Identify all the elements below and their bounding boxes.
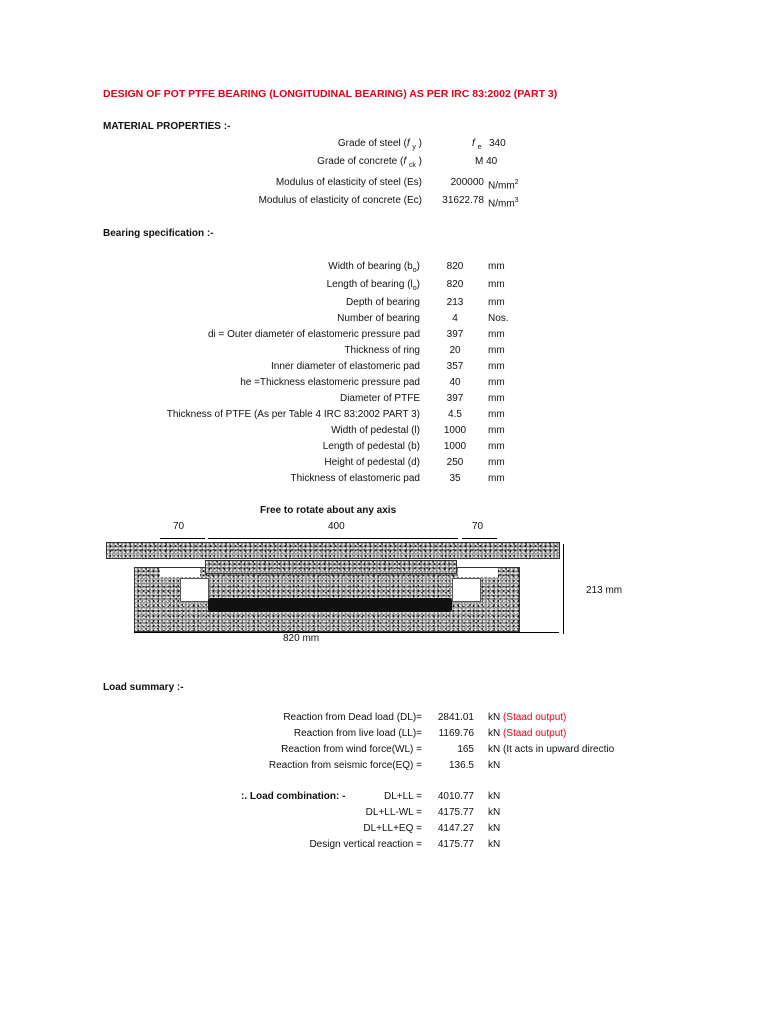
material-label-steel: Grade of steel (f $_y$ ) [337,138,422,151]
bearing-row-value: 4.5 [448,409,462,420]
combo-row-label: Design vertical reaction = [309,839,422,850]
material-label-ec: Modulus of elasticity of concrete (Ec) [258,195,422,206]
dim-mid-label: 400 [328,521,345,532]
combo-row-unit: kN [488,807,501,818]
bearing-row-value: 1000 [443,441,467,452]
bearing-row-label: Width of pedestal (l) [331,425,420,436]
elastomeric-pad [208,598,452,612]
bearing-row-unit: mm [488,377,505,388]
combo-row-value: 4147.27 [437,823,474,834]
bearing-row-value: 35 [449,473,461,484]
load-row-unit: kN [488,728,501,739]
bearing-row-label: Diameter of PTFE [339,393,420,404]
gap-right [458,568,498,577]
load-row-unit: kN [488,760,501,771]
bearing-row-unit: mm [488,441,505,452]
bearing-row-label: he =Thickness elastomeric pressure pad [240,377,420,388]
load-row-label: Reaction from live load (LL)= [293,728,422,739]
load-row-label: Reaction from wind force(WL) = [281,744,422,755]
combo-row-label: DL+LL = [384,791,422,802]
combo-row-label: DL+LL+EQ = [363,823,422,834]
bearing-row-label: Height of pedestal (d) [324,457,420,468]
bearing-row-unit: mm [488,297,505,308]
combo-row-unit: kN [488,791,501,802]
load-row-note: (Staad output) [503,712,567,723]
bearing-row-label: Inner diameter of elastomeric pad [271,361,420,372]
bearing-row-value: 397 [446,393,464,404]
combo-row-value: 4010.77 [437,791,474,802]
dim-left-line [160,538,205,539]
bearing-row-value: 4 [452,313,458,324]
material-unit-ec: $N/mm^3$ [488,197,519,210]
bearing-row-value: 40 [449,377,461,388]
bearing-row-unit: mm [488,425,505,436]
combo-row-value: 4175.77 [437,807,474,818]
load-row-label: Reaction from Dead load (DL)= [283,712,422,723]
combo-row-unit: kN [488,823,501,834]
bearing-row-unit: mm [488,409,505,420]
bearing-heading: Bearing specification :- [103,228,214,239]
dim-right-label: 70 [472,521,484,532]
bearing-row-unit: mm [488,261,505,272]
combo-row-value: 4175.77 [437,839,474,850]
piston [205,560,457,574]
loads-heading: Load summary :- [103,682,184,693]
load-row-note: (Staad output) [503,728,567,739]
bearing-row-label: Width of bearing $(b_o)$ [328,261,420,274]
bearing-row-label: Length of pedestal (b) [322,441,420,452]
bearing-row-value: 1000 [443,425,467,436]
dim-left-label: 70 [173,521,185,532]
bearing-row-value: 820 [446,279,464,290]
gap-left [160,568,200,577]
bearing-row-label: Depth of bearing [346,297,420,308]
bearing-row-label: Thickness of PTFE (As per Table 4 IRC 83:2002 PART 3) [166,409,420,420]
combo-row-label: DL+LL-WL = [365,807,422,818]
dim-right-line [462,538,497,539]
bearing-row-unit: mm [488,457,505,468]
material-label-concrete: Grade of concrete (f $_{ck}$ ) [317,156,422,169]
material-value-es: 200000 [450,177,484,188]
material-heading: MATERIAL PROPERTIES :- [103,121,231,132]
load-row-label: Reaction from seismic force(EQ) = [268,760,422,771]
material-value-concrete: M 40 [475,156,498,167]
seal-left [180,578,209,602]
bearing-row-label: Thickness of ring [344,345,420,356]
bearing-row-value: 250 [446,457,464,468]
bearing-row-label: di = Outer diameter of elastomeric pressure pad [207,329,420,340]
bearing-row-label: Number of bearing [337,313,420,324]
width-dim-line [134,632,559,633]
bearing-row-unit: mm [488,473,505,484]
load-row-value: 165 [457,744,474,755]
material-value-steel: 340 [489,138,506,149]
bearing-row-unit: mm [488,345,505,356]
bearing-row-value: 397 [446,329,464,340]
height-label: 213 mm [586,585,623,596]
bearing-row-unit: mm [488,361,505,372]
bearing-row-unit: Nos. [488,313,509,324]
bearing-row-value: 820 [446,261,464,272]
load-row-value: 2841.01 [437,712,474,723]
figure-caption: Free to rotate about any axis [260,505,397,516]
combo-row-unit: kN [488,839,501,850]
bearing-row-value: 357 [446,361,464,372]
material-value-ec: 31622.78 [442,195,484,206]
material-symbol-fe: f $_e$ [472,138,482,151]
bearing-row-label: Length of bearing $(l_o)$ [326,279,420,292]
load-row-unit: kN (It acts in upward directio [488,744,615,755]
dim-mid-line [208,538,458,539]
width-label: 820 mm [283,633,320,644]
bearing-row-unit: mm [488,393,505,404]
bearing-row-unit: mm [488,329,505,340]
material-label-es: Modulus of elasticity of steel (Es) [275,177,422,188]
load-row-unit: kN [488,712,501,723]
load-row-value: 1169.76 [438,728,474,739]
seal-right [452,578,481,602]
bearing-row-value: 20 [449,345,461,356]
load-row-value: 136.5 [448,760,474,771]
page-title: DESIGN OF POT PTFE BEARING (LONGITUDINAL BEARING) AS PER IRC 83:2002 (PART 3) [103,88,558,100]
combo-heading: :. Load combination: - [241,791,346,802]
bearing-row-unit: mm [488,279,505,290]
material-unit-es: $N/mm^2$ [488,179,519,192]
bearing-row-value: 213 [446,297,464,308]
height-dim-line [563,544,564,634]
bearing-row-label: Thickness of elastomeric pad [290,473,420,484]
top-plate [106,542,560,559]
